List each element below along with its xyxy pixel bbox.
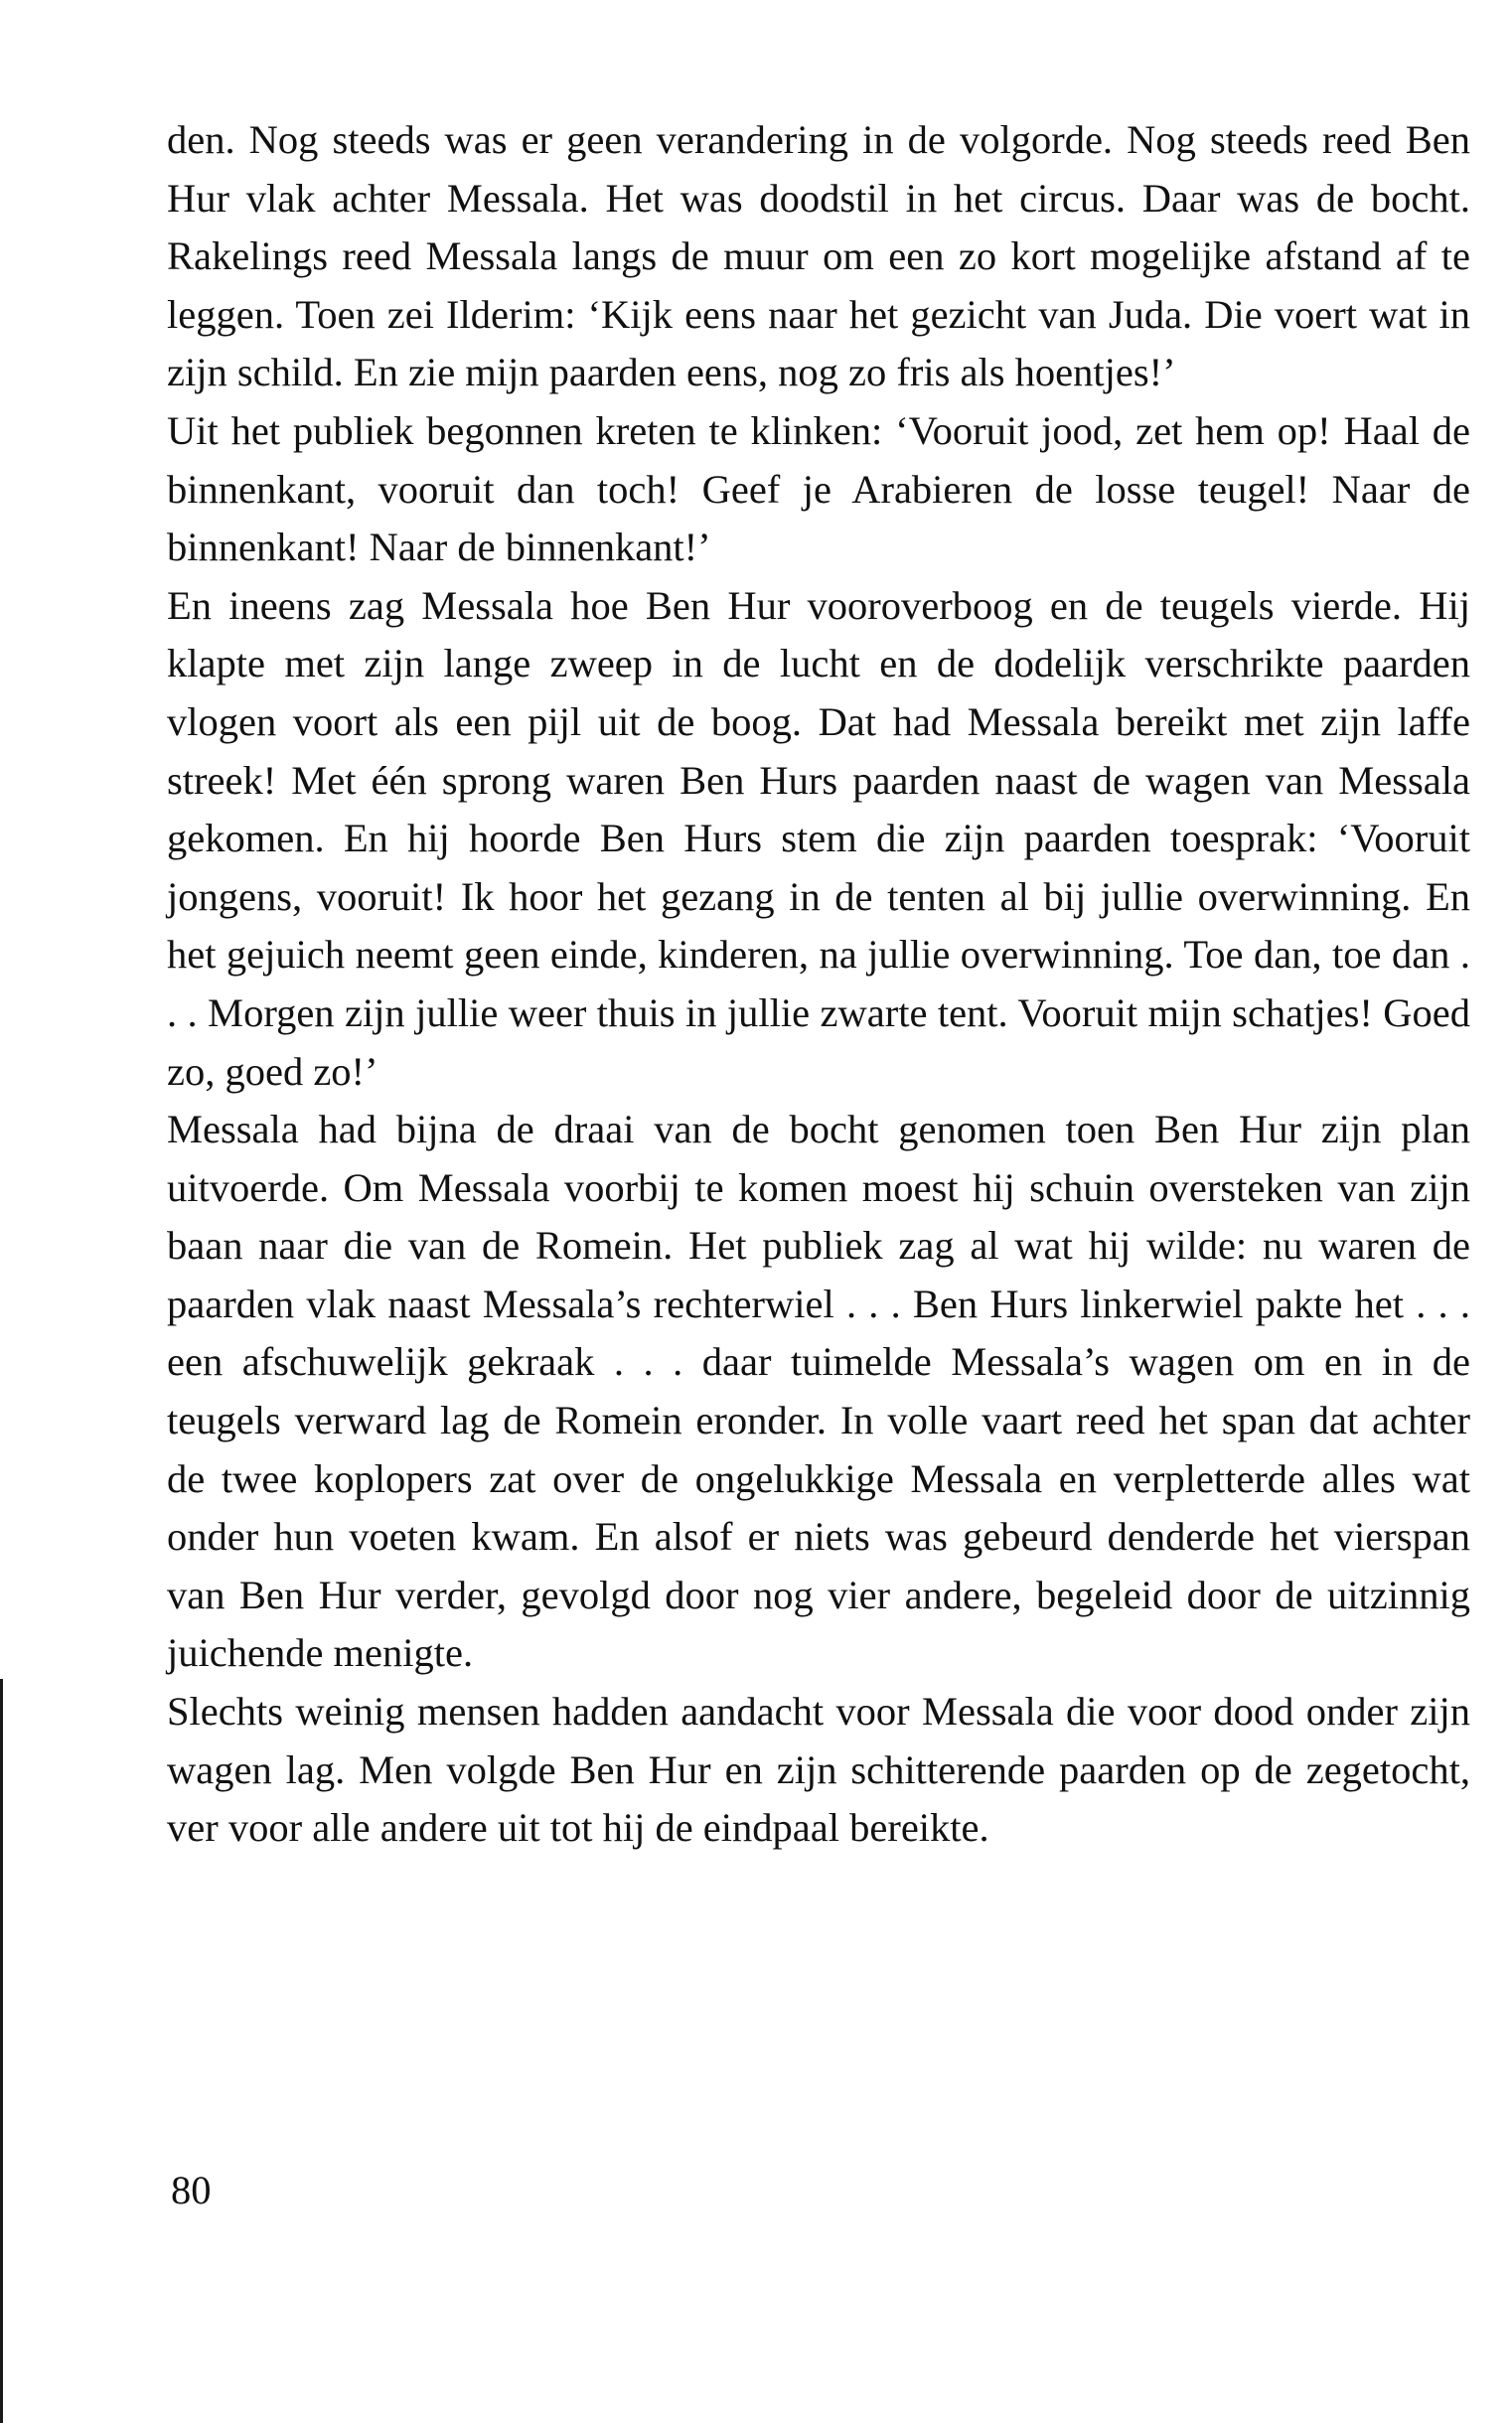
- paragraph-5: Slechts weinig mensen hadden aandacht voor Messala die voor dood onder zijn wagen lag. Men volgde Ben Hur en zijn schitterende paarden op de zegetocht, ver voor alle andere uit tot hij de eindpaal bereikte.: [167, 1689, 1470, 1851]
- paragraph-4: Messala had bijna de draai van de bocht genomen toen Ben Hur zijn plan uitvoerde. Om Messala voorbij te komen moest hij schuin oversteken van zijn baan naar die van de Romein. Het publiek zag al wat hij wilde: nu waren de paarden vlak naast Messala’s rechterwiel . . . Ben Hurs linkerwiel pakte het . . . een afschuwelijk gekraak . . . daar tuimelde Messala’s wagen om en in de teugels verward lag de Romein eronder. In volle vaart reed het span dat achter de twee koplopers zat over de ongelukkige Messala en verpletterde alles wat onder hun voeten kwam. En alsof er niets was gebeurd denderde het vierspan van Ben Hur verder, gevolgd door nog vier andere, begeleid door de uitzinnig juichende menigte.: [167, 1107, 1470, 1676]
- page-number: 80: [171, 2168, 212, 2212]
- paragraph-3: En ineens zag Messala hoe Ben Hur vooroverboog en de teugels vierde. Hij klapte met zijn lange zweep in de lucht en de dodelijk verschrikte paarden vlogen voort als een pijl uit de boog. Dat had Messala bereikt met zijn laffe streek! Met één sprong waren Ben Hurs paarden naast de wagen van Messala gekomen. En hij hoorde Ben Hurs stem die zijn paarden toesprak: ‘Vooruit jongens, vooruit! Ik hoor het gezang in de tenten al bij jullie overwinning. En het gejuich neemt geen einde, kinderen, na jullie overwinning. Toe dan, toe dan . . . Morgen zijn jullie weer thuis in jullie zwarte tent. Vooruit mijn schatjes! Goed zo, goed zo!’: [167, 582, 1470, 1094]
- body-text: [167, 111, 1470, 1858]
- page-edge-line: [0, 1679, 3, 2423]
- paragraph-2: Uit het publiek begonnen kreten te klinken: ‘Vooruit jood, zet hem op! Haal de binnenkant, vooruit dan toch! Geef je Arabieren de losse teugel! Naar de binnenkant! Naar de binnenkant!’: [167, 407, 1470, 570]
- paragraph-1: den. Nog steeds was er geen verandering in de volgorde. Nog steeds reed Ben Hur vlak achter Messala. Het was doodstil in het circus. Daar was de bocht. Rakelings reed Messala langs de muur om een zo kort mogelijke afstand af te leggen. Toen zei Ilderim: ‘Kijk eens naar het gezicht van Juda. Die voert wat in zijn schild. En zie mijn paarden eens, nog zo fris als hoentjes!’: [167, 117, 1470, 395]
